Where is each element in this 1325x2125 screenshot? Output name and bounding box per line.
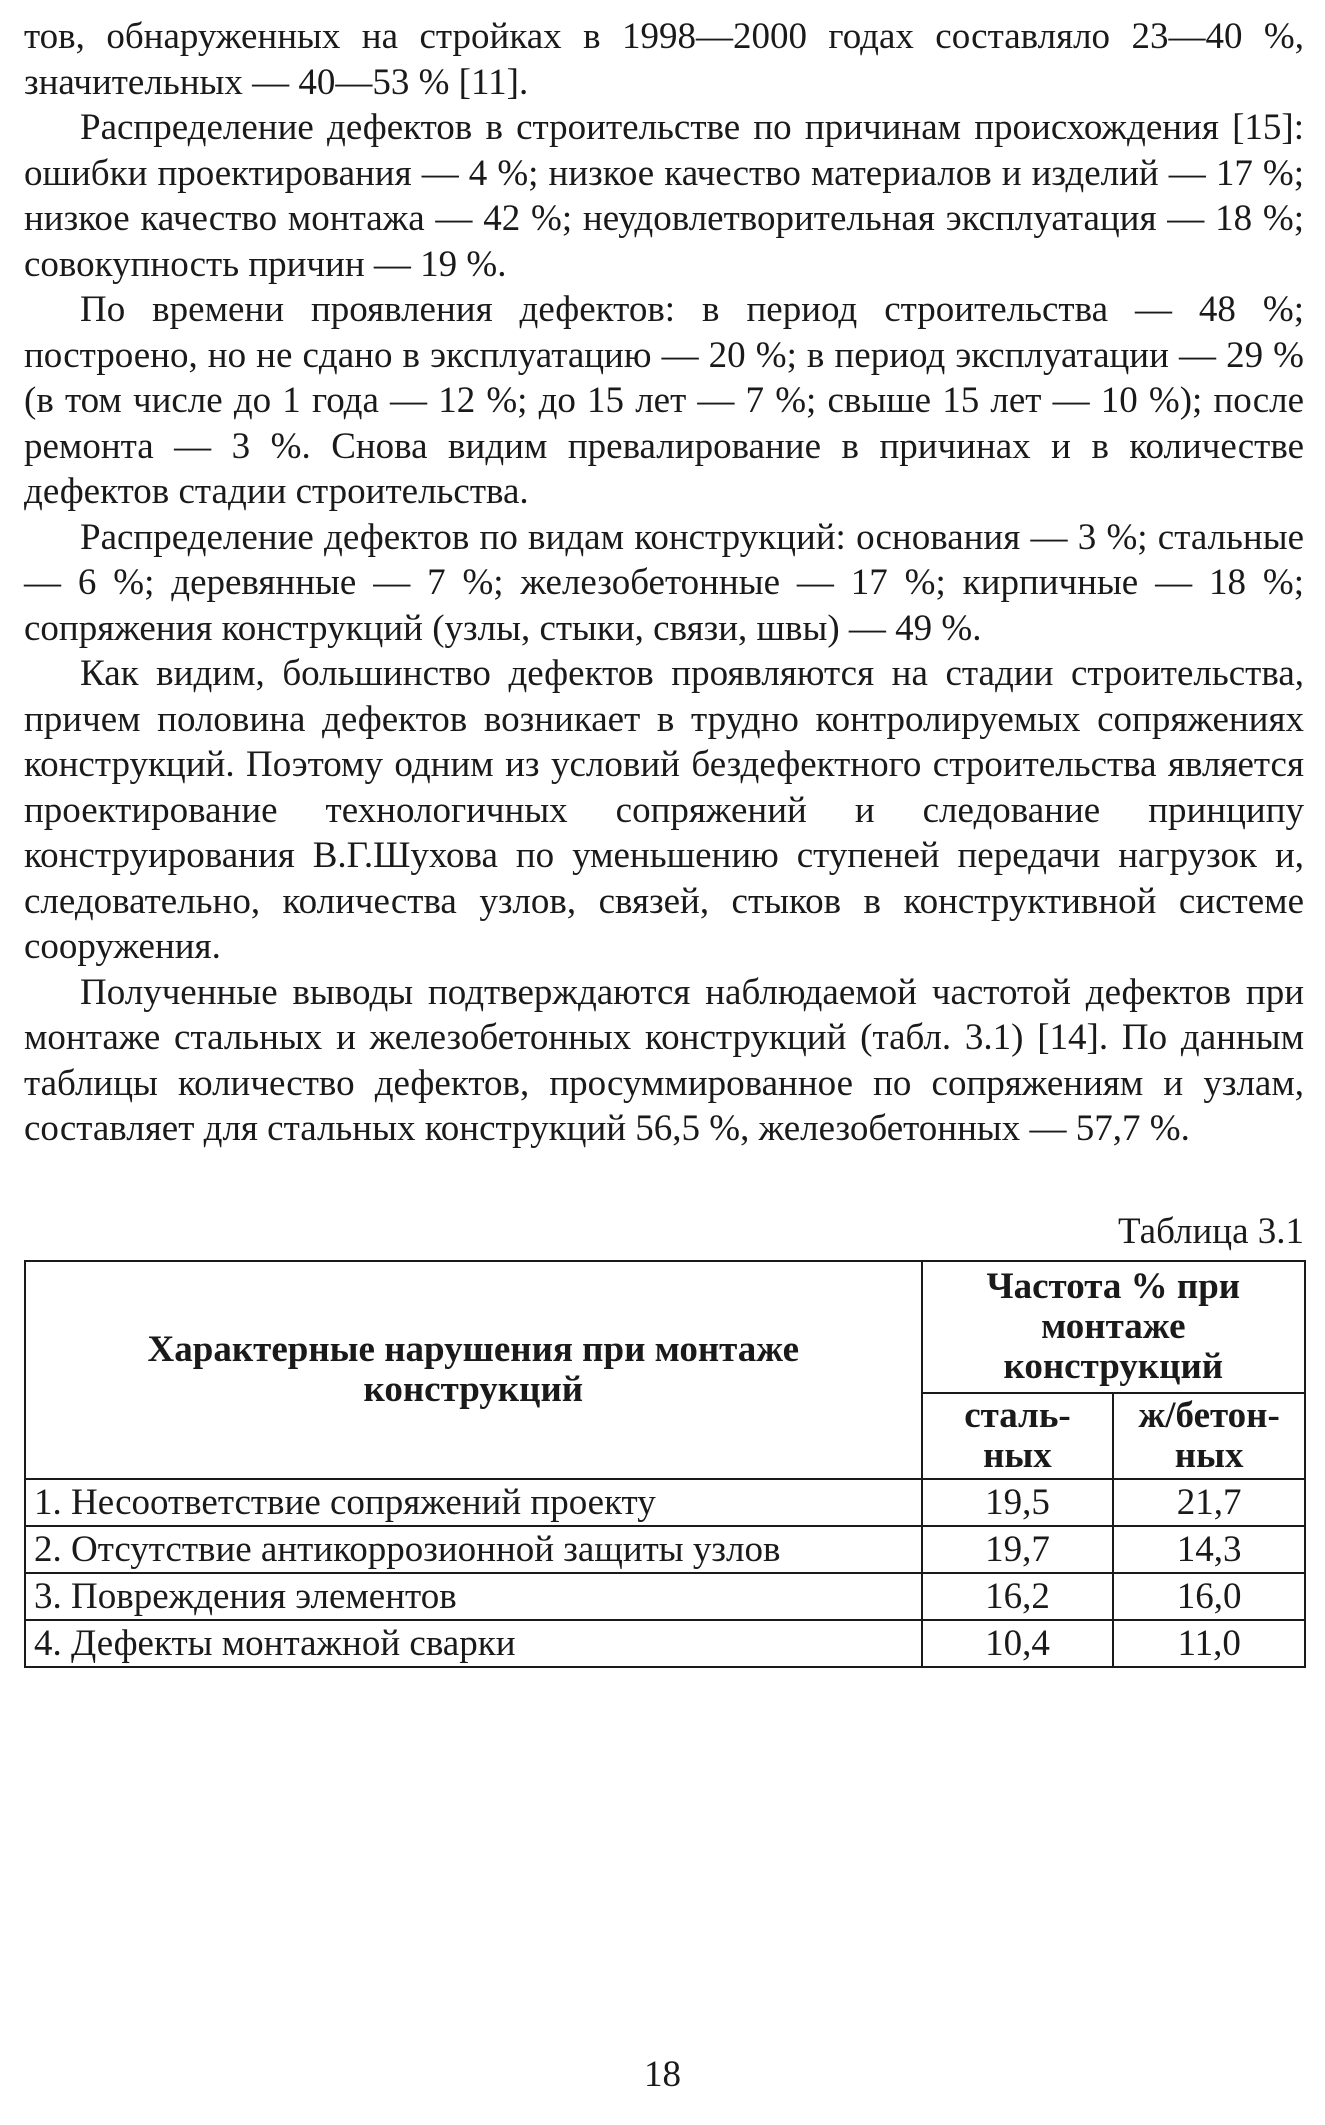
row-concrete-value: 16,0	[1113, 1573, 1305, 1620]
table-caption: Таблица 3.1	[1118, 1210, 1304, 1252]
table-row	[25, 1573, 1305, 1620]
paragraph: По времени проявления дефектов: в период строительства — 48 %; построено, но не сдано в эксплуатацию — 20 %; в период эксплуатации — 29 % (в том числе до 1 года — 12 %; до 15 лет — 7 %; свыше 15 лет — 10 %); после ремонта — 3 %. Снова видим превалирование в причинах и в количестве дефектов стадии строительства.	[24, 289, 1304, 512]
row-label: 4. Дефекты монтажной сварки	[25, 1620, 922, 1667]
header-main: Характерные нарушения при монтаже конструкций	[25, 1261, 922, 1479]
row-concrete-value: 14,3	[1113, 1526, 1305, 1573]
row-label: 3. Повреждения элементов	[25, 1573, 922, 1620]
header-steel: сталь-ных	[922, 1393, 1114, 1479]
row-steel-value: 19,5	[922, 1479, 1114, 1526]
paragraph: Полученные выводы подтверждаются наблюдаемой частотой дефектов при монтаже стальных и железобетонных конструкций (табл. 3.1) [14]. По данным таблицы количество дефектов, просуммированное по сопряжениям и узлам, составляет для стальных конструкций 56,5 %, железобетонных — 57,7 %.	[24, 971, 1304, 1149]
paragraph: Как видим, большинство дефектов проявляются на стадии строительства, причем половина дефектов возникает в трудно контролируемых сопряжениях конструкций. Поэтому одним из условий бездефектного строительства является проектирование технологичных сопряжений и следование принципу конструирования В.Г.Шухова по уменьшению ступеней передачи нагрузок и, следовательно, количества узлов, связей, стыков в конструктивной системе сооружения.	[24, 653, 1304, 967]
page-number: 18	[644, 2054, 681, 2095]
paragraph: Распределение дефектов по видам конструкций: основания — 3 %; стальные — 6 %; деревянные — 7 %; железобетонные — 17 %; кирпичные — 18 %; сопряжения конструкций (узлы, стыки, связи, швы) — 49 %.	[24, 516, 1304, 649]
row-label: 1. Несоответствие сопряжений проекту	[25, 1479, 922, 1526]
row-label: 2. Отсутствие антикоррозионной защиты узлов	[25, 1526, 922, 1573]
row-concrete-value: 11,0	[1113, 1620, 1305, 1667]
defects-table	[24, 1260, 1306, 1668]
row-concrete-value: 21,7	[1113, 1479, 1305, 1526]
row-steel-value: 16,2	[922, 1573, 1114, 1620]
page-content	[24, 14, 1304, 1668]
table-row	[25, 1479, 1305, 1526]
table-row	[25, 1526, 1305, 1573]
table-header-row	[25, 1261, 1305, 1393]
row-steel-value: 10,4	[922, 1620, 1114, 1667]
header-group: Частота % при монтаже конструкций	[922, 1261, 1305, 1393]
paragraph: тов, обнаруженных на стройках в 1998—2000 годах составляло 23—40 %, значительных — 40—53 % [11].	[24, 16, 1304, 103]
header-concrete: ж/бетон-ных	[1113, 1393, 1305, 1479]
row-steel-value: 19,7	[922, 1526, 1114, 1573]
paragraph: Распределение дефектов в строительстве по причинам происхождения [15]: ошибки проектирования — 4 %; низкое качество материалов и изделий — 17 %; низкое качество монтажа — 42 %; неудовлетворительная эксплуатация — 18 %; совокупность причин — 19 %.	[24, 107, 1304, 285]
table-row	[25, 1620, 1305, 1667]
body-text	[24, 14, 1304, 1152]
